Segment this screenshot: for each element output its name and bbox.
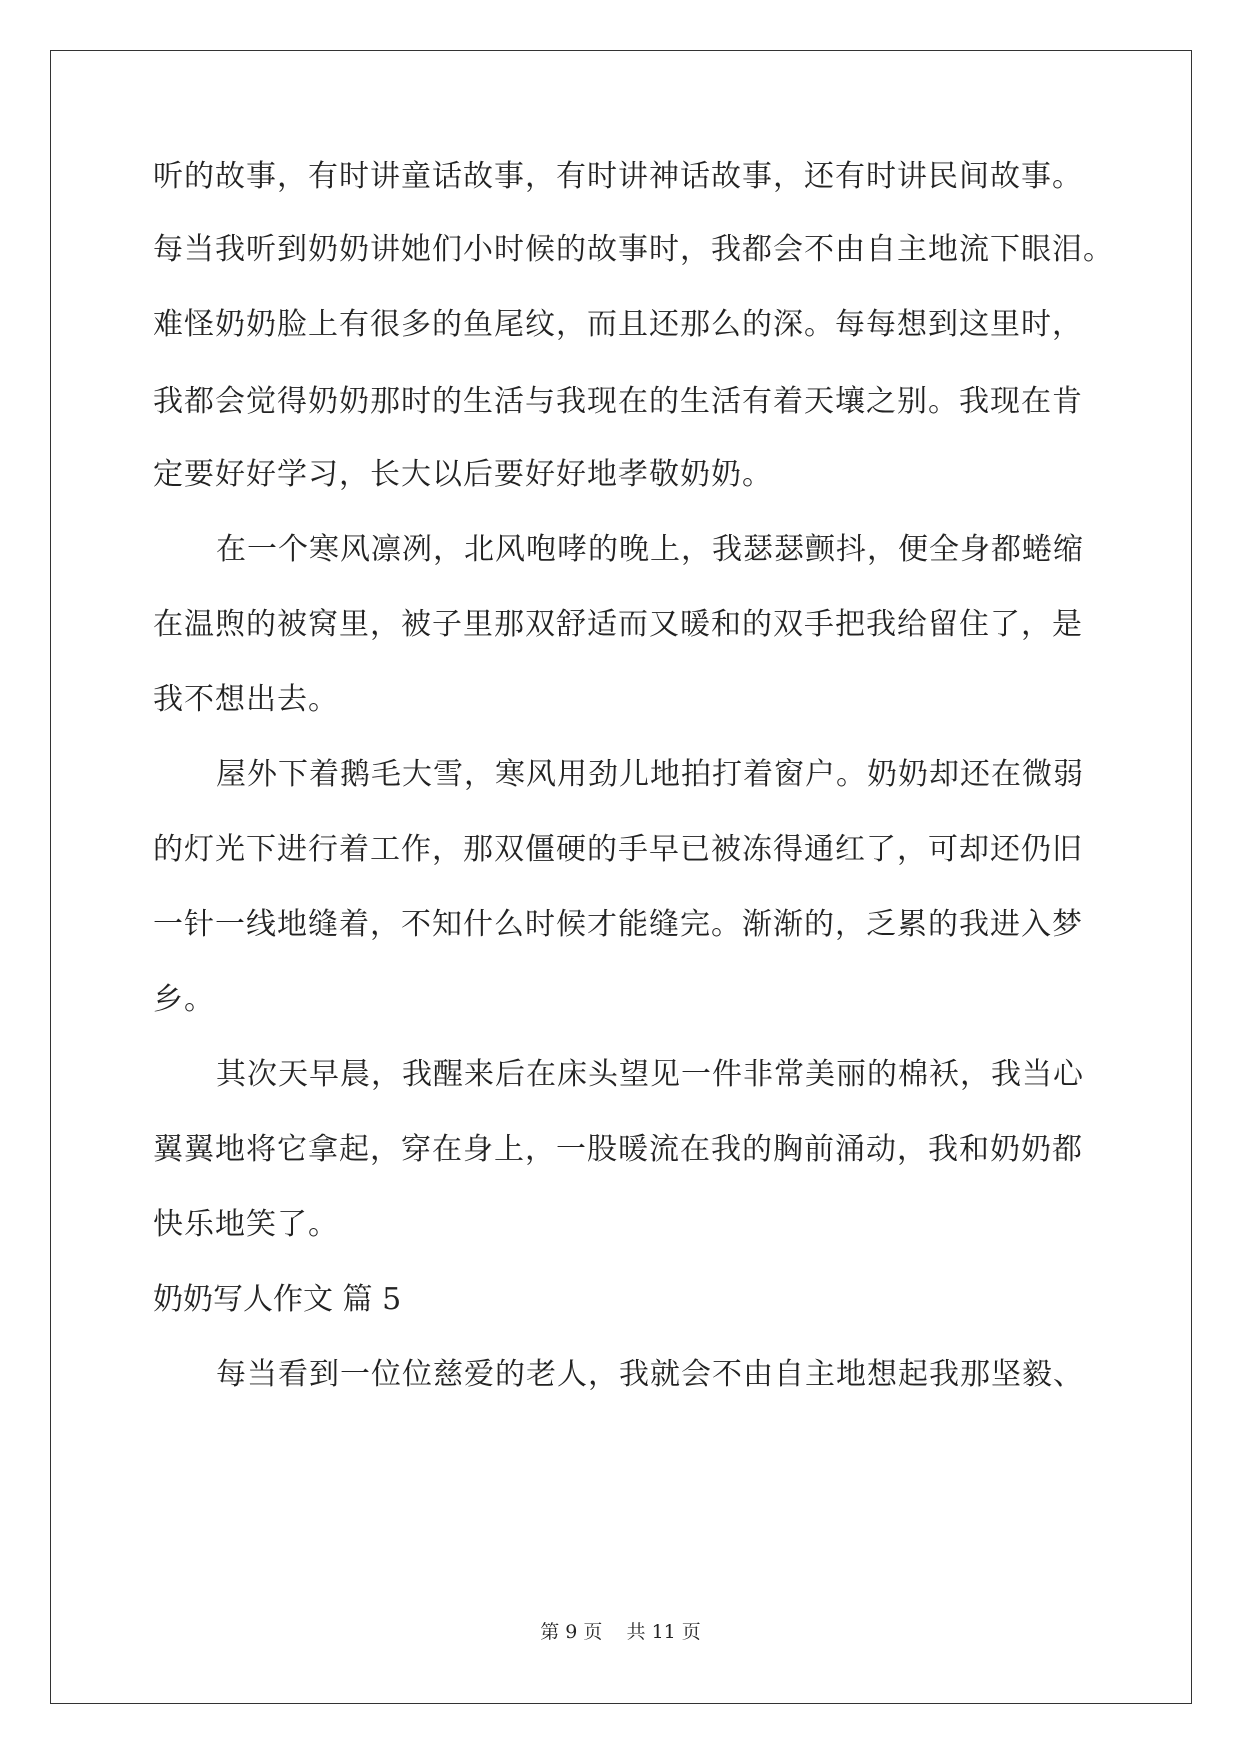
text-line: 定要好好学习，长大以后要好好地孝敬奶奶。	[153, 457, 773, 492]
paragraph-start-line: 其次天早晨，我醒来后在床头望见一件非常美丽的棉袄，我当心	[216, 1057, 1084, 1092]
page-number-footer: 第 9 页 共 11 页	[540, 1621, 701, 1643]
section-heading: 奶奶写人作文 篇 5	[153, 1282, 402, 1317]
text-line: 我都会觉得奶奶那时的生活与我现在的生活有着天壤之别。我现在肯	[153, 384, 1083, 419]
text-line: 听的故事，有时讲童话故事，有时讲神话故事，还有时讲民间故事。	[153, 159, 1083, 194]
paragraph-start-line: 在一个寒风凛冽，北风咆哮的晚上，我瑟瑟颤抖，便全身都蜷缩	[216, 532, 1084, 567]
text-line: 的灯光下进行着工作，那双僵硬的手早已被冻得通红了，可却还仍旧	[153, 832, 1083, 867]
text-line: 快乐地笑了。	[153, 1207, 339, 1242]
page-border	[50, 50, 1192, 1704]
text-line: 在温煦的被窝里，被子里那双舒适而又暖和的双手把我给留住了，是	[153, 607, 1083, 642]
text-line: 翼翼地将它拿起，穿在身上，一股暖流在我的胸前涌动，我和奶奶都	[153, 1132, 1083, 1167]
paragraph-start-line: 每当看到一位位慈爱的老人，我就会不由自主地想起我那坚毅、	[216, 1357, 1084, 1392]
text-line: 难怪奶奶脸上有很多的鱼尾纹，而且还那么的深。每每想到这里时，	[153, 307, 1083, 342]
text-line: 乡。	[153, 982, 215, 1017]
paragraph-start-line: 屋外下着鹅毛大雪，寒风用劲儿地拍打着窗户。奶奶却还在微弱	[216, 757, 1084, 792]
text-line: 我不想出去。	[153, 682, 339, 717]
text-line: 一针一线地缝着，不知什么时候才能缝完。渐渐的，乏累的我进入梦	[153, 907, 1083, 942]
text-line: 每当我听到奶奶讲她们小时候的故事时，我都会不由自主地流下眼泪。	[153, 232, 1114, 267]
